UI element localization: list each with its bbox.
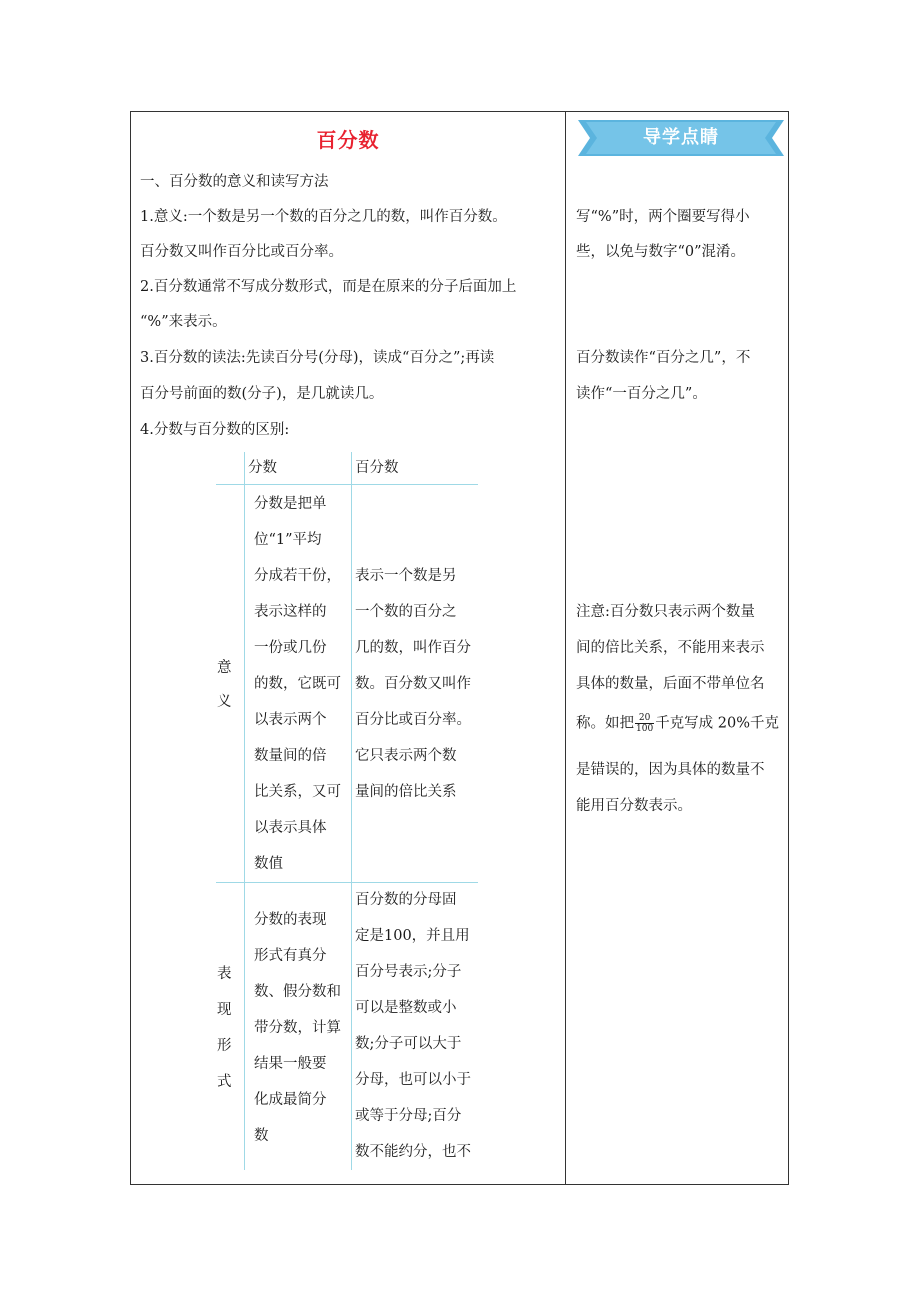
row2-fraction-line: 结果一般要 (254, 1056, 327, 1072)
row2-percent-line: 百分数的分母固 (355, 892, 457, 908)
row1-label-2: 义 (217, 694, 232, 710)
row1-fraction-line: 数值 (254, 856, 283, 872)
row1-label-1: 意 (217, 660, 232, 676)
note3-fraction-pre: 称。如把 (576, 715, 634, 732)
point-3-line-1: 3.百分数的读法:先读百分号(分母)，读成“百分之”;再读 (140, 350, 495, 366)
row2-fraction-line: 数、假分数和 (254, 984, 341, 1000)
point-1-line-1: 1.意义:一个数是另一个数的百分之几的数，叫作百分数。 (140, 209, 507, 225)
row2-percent-line: 数不能约分，也不 (355, 1144, 471, 1160)
row2-percent-line: 百分号表示;分子 (355, 964, 462, 980)
row2-percent-line: 可以是整数或小 (355, 1000, 457, 1016)
note1-line: 写“%”时，两个圈要写得小 (576, 209, 750, 225)
section-heading: 一、百分数的意义和读写方法 (140, 174, 329, 190)
row1-percent-line: 数。百分数又叫作 (355, 676, 471, 692)
row1-fraction-line: 以表示两个 (254, 712, 327, 728)
row1-fraction-line: 的数，它既可 (254, 676, 341, 692)
note3-line: 具体的数量，后面不带单位名 (576, 676, 765, 692)
table-vline-mid (351, 452, 352, 1170)
row1-percent-line: 表示一个数是另 (355, 568, 457, 584)
note3-line: 能用百分数表示。 (576, 798, 692, 814)
note2-line: 百分数读作“百分之几”，不 (576, 350, 751, 366)
note3-fraction-line (576, 713, 779, 734)
column-divider (565, 111, 566, 1185)
fraction-denominator: 100 (636, 724, 654, 734)
row2-percent-line: 或等于分母;百分 (355, 1108, 462, 1124)
row1-fraction-line: 分成若干份， (254, 568, 341, 584)
point-3-line-2: 百分号前面的数(分子)，是几就读几。 (140, 386, 384, 402)
fraction-numerator: 20 (635, 713, 654, 724)
row1-percent-line: 百分比或百分率。 (355, 712, 471, 728)
row2-label-4: 式 (217, 1074, 232, 1090)
point-2-line-1: 2.百分数通常不写成分数形式，而是在原来的分子后面加上 (140, 279, 517, 295)
banner-text: 导学点睛 (643, 127, 719, 148)
row1-percent-line: 量间的倍比关系 (355, 784, 457, 800)
row2-percent-line: 分母，也可以小于 (355, 1072, 471, 1088)
row1-percent-line: 几的数，叫作百分 (355, 640, 471, 656)
header-fraction: 分数 (248, 460, 277, 476)
point-1-line-2: 百分数又叫作百分比或百分率。 (140, 244, 343, 260)
row1-fraction-line: 一份或几份 (254, 640, 327, 656)
row2-fraction-line: 化成最简分 (254, 1092, 327, 1108)
guide-banner (578, 120, 784, 156)
row2-fraction-line: 数 (254, 1128, 269, 1144)
fraction-20-100 (635, 713, 654, 734)
row2-label-2: 现 (217, 1002, 232, 1018)
row1-percent-line: 它只表示两个数 (355, 748, 457, 764)
table-vline-left (244, 452, 245, 1170)
row2-fraction-line: 形式有真分 (254, 948, 327, 964)
row2-percent-line: 定是100，并且用 (355, 928, 470, 944)
row2-percent-line: 数;分子可以大于 (355, 1036, 462, 1052)
row1-fraction-line: 位“1”平均 (254, 532, 322, 548)
point-2-line-2: “%”来表示。 (140, 314, 227, 330)
row1-percent-line: 一个数的百分之 (355, 604, 457, 620)
table-hline-row (216, 882, 478, 883)
row1-fraction-line: 表示这样的 (254, 604, 327, 620)
row1-fraction-line: 以表示具体 (254, 820, 327, 836)
row2-fraction-line: 带分数，计算 (254, 1020, 341, 1036)
page-title: 百分数 (316, 128, 380, 152)
table-hline-header (216, 484, 478, 485)
point-4-line: 4.分数与百分数的区别: (140, 422, 290, 438)
row2-fraction-line: 分数的表现 (254, 912, 327, 928)
note3-line: 注意:百分数只表示两个数量 (576, 604, 755, 620)
note3-line: 间的倍比关系，不能用来表示 (576, 640, 765, 656)
row1-fraction-line: 数量间的倍 (254, 748, 327, 764)
row1-fraction-line: 比关系，又可 (254, 784, 341, 800)
note2-line: 读作“一百分之几”。 (576, 386, 707, 402)
row2-label-1: 表 (217, 966, 232, 982)
note3-fraction-post: 千克写成 20%千克 (655, 715, 780, 732)
row2-label-3: 形 (217, 1038, 232, 1054)
note1-line: 些，以免与数字“0”混淆。 (576, 244, 746, 260)
note3-line: 是错误的，因为具体的数量不 (576, 762, 765, 778)
header-percent: 百分数 (355, 460, 399, 476)
row1-fraction-line: 分数是把单 (254, 496, 327, 512)
